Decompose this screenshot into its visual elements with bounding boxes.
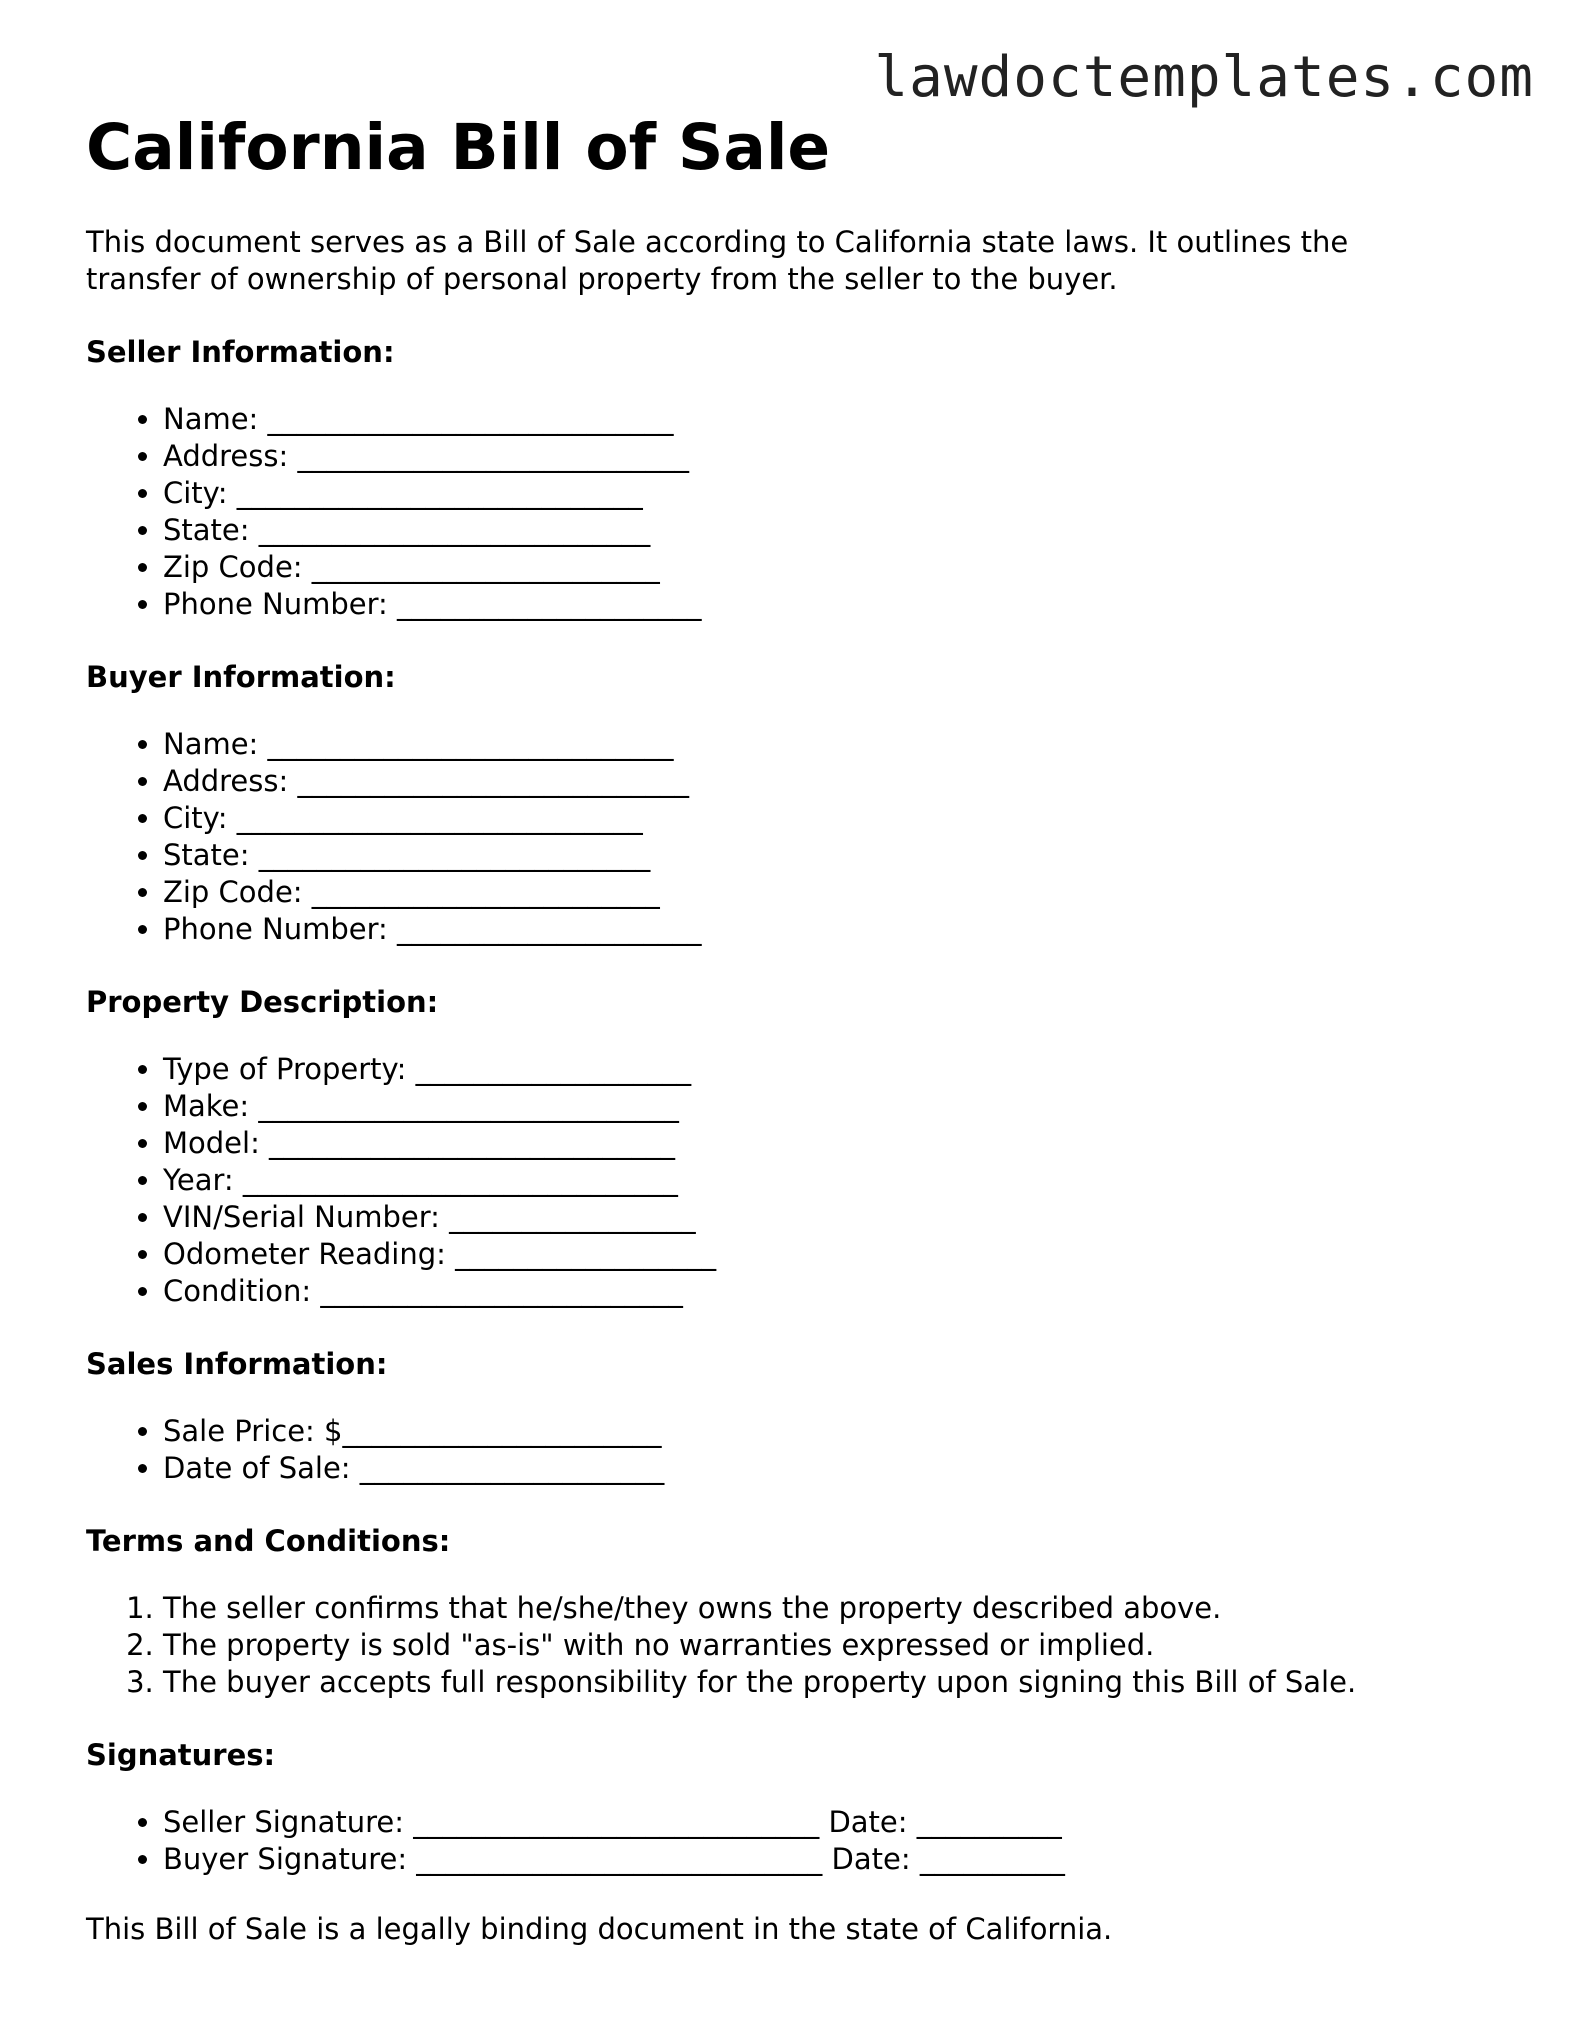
seller-address-field: • Address: ___________________________ <box>163 438 1506 475</box>
terms-list <box>86 1590 1506 1701</box>
seller-phone-field: • Phone Number: _____________________ <box>163 586 1506 623</box>
document-page <box>86 108 1506 1948</box>
seller-city-field: • City: ____________________________ <box>163 475 1506 512</box>
watermark: lawdoctemplates.com <box>874 45 1534 110</box>
property-year-field: • Year: ______________________________ <box>163 1162 1506 1199</box>
seller-fields-list <box>86 401 1506 623</box>
buyer-phone-field: • Phone Number: _____________________ <box>163 911 1506 948</box>
property-odometer-field: • Odometer Reading: __________________ <box>163 1236 1506 1273</box>
signatures-section-heading: Signatures: <box>86 1738 276 1772</box>
buyer-address-field: • Address: ___________________________ <box>163 763 1506 800</box>
property-model-field: • Model: ____________________________ <box>163 1125 1506 1162</box>
intro-paragraph: This document serves as a Bill of Sale according to California state laws. It outlines the transfer of ownership of personal property from the seller to the buyer. <box>86 225 1349 296</box>
seller-state-field: • State: ___________________________ <box>163 512 1506 549</box>
closing-statement: This Bill of Sale is a legally binding document in the state of California. <box>86 1912 1113 1946</box>
buyer-city-field: • City: ____________________________ <box>163 800 1506 837</box>
sale-price-field: • Sale Price: $______________________ <box>163 1413 1506 1450</box>
property-type-field: • Type of Property: ___________________ <box>163 1051 1506 1088</box>
buyer-fields-list <box>86 726 1506 948</box>
term-item: 1. The seller confirms that he/she/they owns the property described above. <box>163 1590 1506 1627</box>
terms-section-heading: Terms and Conditions: <box>86 1524 451 1558</box>
buyer-signature-field: • Buyer Signature: ____________________________ Date: __________ <box>163 1841 1506 1878</box>
seller-section-heading: Seller Information: <box>86 335 395 369</box>
buyer-state-field: • State: ___________________________ <box>163 837 1506 874</box>
buyer-name-field: • Name: ____________________________ <box>163 726 1506 763</box>
sales-fields-list <box>86 1413 1506 1487</box>
seller-signature-field: • Seller Signature: ____________________________ Date: __________ <box>163 1804 1506 1841</box>
property-vin-field: • VIN/Serial Number: _________________ <box>163 1199 1506 1236</box>
seller-zip-field: • Zip Code: ________________________ <box>163 549 1506 586</box>
property-section-heading: Property Description: <box>86 985 439 1019</box>
property-fields-list <box>86 1051 1506 1310</box>
sales-section-heading: Sales Information: <box>86 1347 388 1381</box>
property-make-field: • Make: _____________________________ <box>163 1088 1506 1125</box>
document-title: California Bill of Sale <box>86 111 831 184</box>
buyer-section-heading: Buyer Information: <box>86 660 396 694</box>
term-item: 2. The property is sold "as-is" with no warranties expressed or implied. <box>163 1627 1506 1664</box>
seller-name-field: • Name: ____________________________ <box>163 401 1506 438</box>
term-item: 3. The buyer accepts full responsibility for the property upon signing this Bill of Sale. <box>163 1664 1506 1701</box>
property-condition-field: • Condition: _________________________ <box>163 1273 1506 1310</box>
signatures-list <box>86 1804 1506 1878</box>
buyer-zip-field: • Zip Code: ________________________ <box>163 874 1506 911</box>
sale-date-field: • Date of Sale: _____________________ <box>163 1450 1506 1487</box>
